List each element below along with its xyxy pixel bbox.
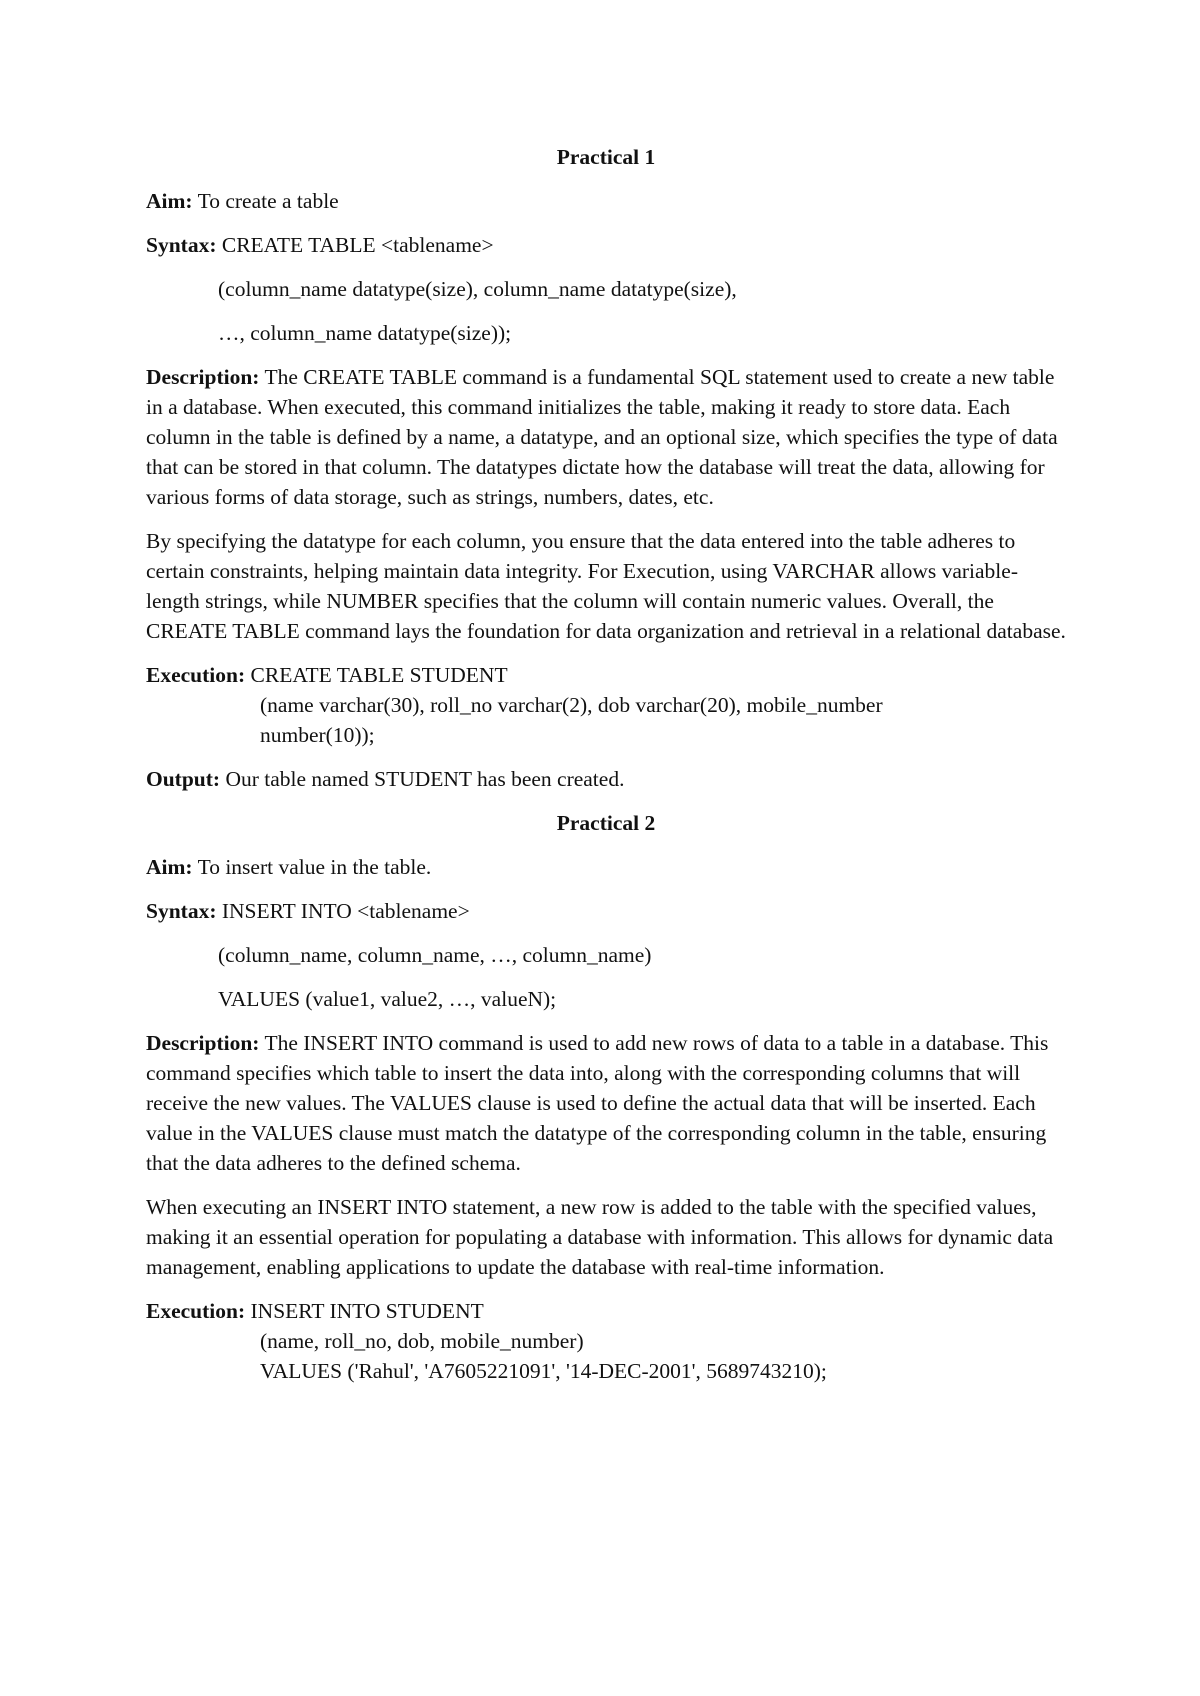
practical-1-execution — [146, 660, 1066, 750]
practical-2-paragraph-2: When executing an INSERT INTO statement, a new row is added to the table with the specified values, making it an essential operation for populating a database with information. This allows for dynamic data management, enabling applications to update the database with real-time information. — [146, 1195, 1054, 1279]
aim-label: Aim: — [146, 189, 193, 213]
execution-line-1: CREATE TABLE STUDENT — [250, 663, 508, 687]
execution-first-line — [146, 660, 1066, 690]
practical-2-execution — [146, 1296, 1066, 1386]
practical-1-aim — [146, 186, 1066, 216]
output-label: Output: — [146, 767, 221, 791]
aim-text: To create a table — [197, 189, 339, 213]
aim-text: To insert value in the table. — [197, 855, 432, 879]
execution-line-2: (name, roll_no, dob, mobile_number) — [260, 1329, 584, 1353]
practical-2-title: Practical 2 — [556, 811, 656, 835]
execution-line-3: number(10)); — [260, 723, 375, 747]
execution-line-1: INSERT INTO STUDENT — [250, 1299, 484, 1323]
execution-label: Execution: — [146, 663, 246, 687]
syntax-line-3: …, column_name datatype(size)); — [218, 321, 512, 345]
practical-1-paragraph-2: By specifying the datatype for each column, you ensure that the data entered into the table adheres to certain constraints, helping maintain data integrity. For Execution, using VARCHAR allows variable-length strings, while NUMBER specifies that the column will contain numeric values. Overall, the CREATE TABLE command lays the foundation for data organization and retrieval in a relational database. — [146, 529, 1066, 643]
output-text: Our table named STUDENT has been created. — [225, 767, 625, 791]
syntax-label: Syntax: — [146, 899, 217, 923]
execution-label: Execution: — [146, 1299, 246, 1323]
aim-label: Aim: — [146, 855, 193, 879]
description-label: Description: — [146, 1031, 260, 1055]
practical-1-description — [146, 362, 1066, 512]
practical-1-output — [146, 764, 1066, 794]
description-text: The CREATE TABLE command is a fundamental SQL statement used to create a new table in a database. When executed, this command initializes the table, making it ready to store data. Each column in the table is defined by a name, a datatype, and an optional size, which specifies the type of data that can be stored in that column. The datatypes dictate how the database will treat the data, allowing for various forms of data storage, such as strings, numbers, dates, etc. — [146, 365, 1058, 509]
practical-1-title: Practical 1 — [556, 145, 656, 169]
syntax-text: INSERT INTO <tablename> — [221, 899, 470, 923]
syntax-line-2: (column_name datatype(size), column_name datatype(size), — [218, 277, 737, 301]
execution-line-3: VALUES ('Rahul', 'A7605221091', '14-DEC-2001', 5689743210); — [260, 1359, 827, 1383]
syntax-label: Syntax: — [146, 233, 217, 257]
document-content — [146, 142, 1066, 1400]
practical-2-syntax — [146, 896, 1066, 926]
practical-1-syntax — [146, 230, 1066, 260]
syntax-text: CREATE TABLE <tablename> — [221, 233, 494, 257]
execution-first-line — [146, 1296, 1066, 1326]
syntax-line-2: (column_name, column_name, …, column_name) — [218, 943, 652, 967]
description-text: The INSERT INTO command is used to add new rows of data to a table in a database. This command specifies which table to insert the data into, along with the corresponding columns that will receive the new values. The VALUES clause is used to define the actual data that will be inserted. Each value in the VALUES clause must match the datatype of the corresponding column in the table, ensuring that the data adheres to the defined schema. — [146, 1031, 1049, 1175]
syntax-line-3: VALUES (value1, value2, …, valueN); — [218, 987, 557, 1011]
practical-2-aim — [146, 852, 1066, 882]
execution-line-2: (name varchar(30), roll_no varchar(2), dob varchar(20), mobile_number — [260, 693, 883, 717]
practical-2-description — [146, 1028, 1066, 1178]
description-label: Description: — [146, 365, 260, 389]
